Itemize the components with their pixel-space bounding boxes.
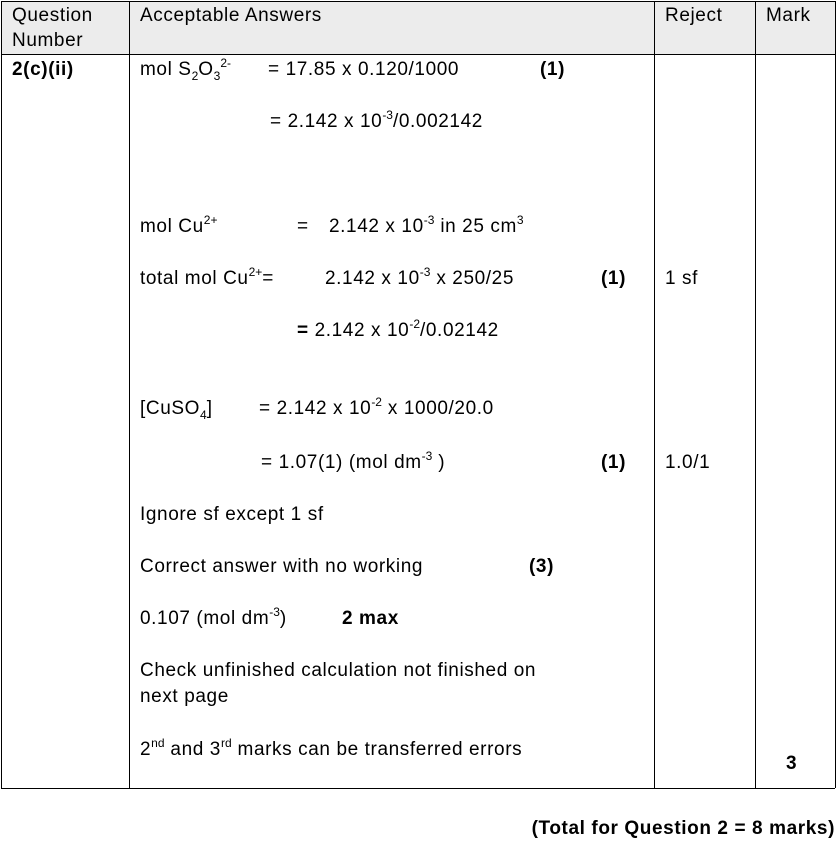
question-number: 2(c)(ii) [12, 59, 74, 80]
column-divider-3 [755, 1, 756, 788]
header-question-number-line1: Question [12, 5, 93, 26]
answer-note-check-line2: next page [140, 686, 229, 707]
answer-note-check-line1: Check unfinished calculation not finished on [140, 660, 537, 681]
answer-line-alternate-max: 2 max [342, 608, 399, 629]
table-border-left [1, 1, 2, 788]
header-acceptable-answers: Acceptable Answers [140, 5, 322, 26]
column-divider-2 [654, 1, 655, 788]
header-mark: Mark [766, 5, 811, 26]
answer-line-6-label: [CuSO$_4$] [140, 398, 213, 422]
mark-no-working: (3) [529, 556, 555, 577]
answer-note-transferred-errors: 2nd and 3rd marks can be transferred errors [140, 736, 523, 760]
header-reject: Reject [665, 5, 723, 26]
column-divider-1 [129, 1, 130, 788]
mark-point-1: (1) [540, 59, 566, 80]
answer-line-3-equals: = [297, 216, 309, 237]
answer-line-4-label: total mol $Cu^{2+}=$ [140, 265, 274, 289]
mark-total-for-row: 3 [786, 753, 798, 774]
answer-line-alternate: 0.107 (mol $dm^{-3}$) [140, 605, 287, 629]
answer-line-3-label: mol $Cu^{2+}$ [140, 213, 218, 237]
answer-line-6-value: = 2.142 x $10^{-2}$ x 1000/20.0 [259, 395, 494, 419]
answer-line-7: = 1.07(1) (mol $dm^{-3}$ ) [261, 449, 446, 473]
answer-line-3-value: 2.142 x $10^{-3}$ in 25 $cm^3$ [329, 213, 524, 237]
mark-point-3: (1) [601, 452, 627, 473]
header-question-number-line2: Number [12, 30, 84, 51]
answer-note-ignore-sf: Ignore sf except 1 sf [140, 504, 324, 525]
answer-note-no-working: Correct answer with no working [140, 556, 424, 577]
question-total: (Total for Question 2 = 8 marks) [531, 818, 835, 839]
table-border-right [835, 1, 836, 788]
table-border-top [1, 1, 835, 2]
table-border-bottom [1, 788, 835, 789]
answer-line-5: = 2.142 x $10^{-2}/0.02142$ [297, 317, 499, 341]
answer-line-1: mol $S_2O_3^{2-}$ [140, 56, 232, 83]
header-divider [1, 54, 835, 55]
reject-value-1: 1 sf [665, 268, 699, 289]
mark-point-2: (1) [601, 268, 627, 289]
answer-line-1-expression: = 17.85 x 0.120/1000 [268, 59, 460, 80]
reject-value-2: 1.0/1 [665, 452, 711, 473]
answer-line-4-value: 2.142 x $10^{-3}$ x 250/25 [325, 265, 515, 289]
answer-line-2: = 2.142 x $10^{-3}/0.002142$ [270, 108, 483, 132]
